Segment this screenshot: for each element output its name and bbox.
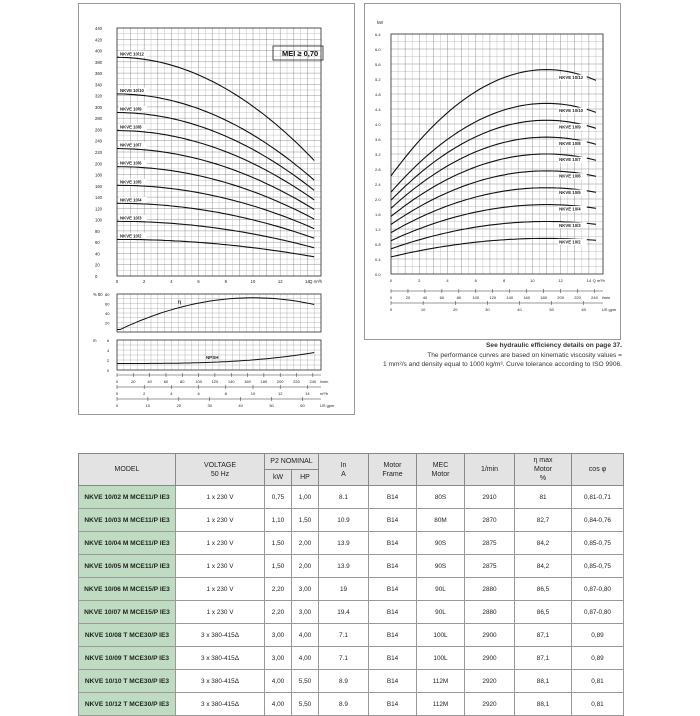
- y-tick-label: 160: [95, 183, 102, 189]
- table-row: [79, 624, 624, 647]
- cell-kw: 3,00: [265, 647, 292, 670]
- table-row: [79, 486, 624, 509]
- cell-in: 8.9: [319, 670, 369, 693]
- unit-axis-label: US gpm: [319, 403, 335, 408]
- cell-rpm: 2920: [465, 670, 515, 693]
- unit-axis-label: 14: [305, 391, 310, 396]
- cell-in: 7.1: [319, 624, 369, 647]
- cell-eta: 88,1: [515, 670, 572, 693]
- cell-mec: 90L: [417, 578, 465, 601]
- cell-hp: 5,50: [292, 670, 319, 693]
- cell-hp: 3,00: [292, 601, 319, 624]
- y-tick-label: 1.6: [375, 212, 381, 217]
- unit-axis-label: 10: [145, 403, 151, 408]
- curve-label: NKVE 10/2: [559, 239, 581, 245]
- cell-eta: 86,5: [515, 578, 572, 601]
- cell-eta: 82,7: [515, 509, 572, 532]
- cell-cos: 0,81: [572, 670, 624, 693]
- y-tick-label: 0: [95, 274, 98, 279]
- cell-cos: 0,87-0,80: [572, 578, 624, 601]
- curve-label: NKVE 10/9: [559, 124, 581, 130]
- unit-axis-label: 80: [456, 295, 462, 300]
- y-tick-label: 240: [95, 138, 102, 144]
- y-tick-label: 5.2: [375, 77, 381, 82]
- specification-table: [78, 453, 624, 716]
- curve-label: NKVE 10/9: [120, 106, 142, 112]
- col-model: MODEL: [79, 454, 176, 486]
- cell-kw: 4,00: [265, 670, 292, 693]
- col-cos-phi: cos φ: [572, 454, 624, 486]
- col-motor-frame: Motor Frame: [369, 454, 417, 486]
- cell-voltage: 1 x 230 V: [176, 601, 265, 624]
- y-tick-label: 5.6: [375, 62, 381, 67]
- cell-model: NKVE 10/12 T MCE30/P IE3: [79, 693, 176, 716]
- y-tick-label: 260: [95, 127, 102, 133]
- curve-label: NKVE 10/8: [559, 140, 581, 146]
- x-tick-label: Q m³/h: [309, 279, 322, 284]
- cell-model: NKVE 10/05 M MCE11/P IE3: [79, 555, 176, 578]
- curve-note-2: 1 mm²/s and density equal to 1000 kg/m³. Curve tolerance according to ISO 9906.: [383, 361, 622, 368]
- cell-model: NKVE 10/04 M MCE11/P IE3: [79, 532, 176, 555]
- cell-kw: 0,75: [265, 486, 292, 509]
- curve-label: NKVE 10/12: [120, 51, 144, 57]
- cell-voltage: 1 x 230 V: [176, 578, 265, 601]
- cell-kw: 1,10: [265, 509, 292, 532]
- col-mec-motor: MEC Motor: [417, 454, 465, 486]
- cell-in: 10.9: [319, 509, 369, 532]
- unit-axis-label: 10: [420, 307, 426, 312]
- x-tick-label: Q m³/h: [592, 278, 605, 283]
- curve-label: NKVE 10/7: [559, 157, 581, 163]
- x-tick-label: 2: [143, 279, 146, 284]
- curve-label: NKVE 10/3: [559, 222, 581, 228]
- unit-axis-label: 12: [277, 391, 283, 396]
- y-tick-label: 300: [95, 104, 102, 110]
- cell-in: 13.9: [319, 532, 369, 555]
- cell-eta: 84,2: [515, 555, 572, 578]
- cell-voltage: 1 x 230 V: [176, 555, 265, 578]
- x-tick-label: 4: [170, 279, 173, 284]
- y-tick-label: 3.6: [375, 137, 381, 142]
- cell-hp: 4,00: [292, 624, 319, 647]
- power-curve-chart: [365, 4, 622, 341]
- curve-label: NKVE 10/5: [120, 179, 142, 185]
- cell-cos: 0,85-0,75: [572, 555, 624, 578]
- cell-mec: 90L: [417, 601, 465, 624]
- table-row: [79, 509, 624, 532]
- y-tick-label: 140: [95, 195, 102, 201]
- cell-in: 19.4: [319, 601, 369, 624]
- y-tick-label: 420: [95, 37, 102, 43]
- unit-axis-label: 0: [389, 307, 393, 312]
- npsh-tick: 6: [107, 338, 110, 343]
- cell-kw: 1,50: [265, 555, 292, 578]
- cell-model: NKVE 10/06 M MCE15/P IE3: [79, 578, 176, 601]
- cell-mec: 112M: [417, 670, 465, 693]
- cell-cos: 0,89: [572, 647, 624, 670]
- unit-axis-label: 240: [591, 295, 598, 300]
- y-tick-label: 80: [95, 228, 100, 234]
- curve-label: NKVE 10/5: [559, 190, 581, 196]
- efficiency-tick: 20: [105, 320, 110, 326]
- y-tick-label: 4.4: [375, 107, 381, 112]
- x-tick-label: 0: [115, 279, 119, 284]
- x-tick-label: 14: [586, 278, 592, 283]
- cell-voltage: 1 x 230 V: [176, 486, 265, 509]
- npsh-tick: 2: [107, 358, 110, 363]
- cell-in: 13.9: [319, 555, 369, 578]
- x-tick-label: 10: [530, 278, 535, 283]
- x-tick-label: 10: [250, 279, 256, 284]
- y-tick-label: 6.0: [375, 47, 381, 52]
- unit-axis-label: 140: [506, 295, 514, 300]
- cell-frame: B14: [369, 601, 417, 624]
- unit-axis-label: m³/h: [319, 391, 328, 396]
- cell-model: NKVE 10/09 T MCE30/P IE3: [79, 647, 176, 670]
- unit-axis-label: 180: [260, 379, 268, 384]
- table-row: [79, 647, 624, 670]
- unit-axis-label: 0: [115, 391, 119, 396]
- unit-axis-label: 20: [131, 379, 136, 384]
- cell-rpm: 2880: [465, 578, 515, 601]
- cell-frame: B14: [369, 532, 417, 555]
- cell-rpm: 2910: [465, 486, 515, 509]
- cell-hp: 2,00: [292, 555, 319, 578]
- unit-axis-label: 60: [163, 379, 169, 384]
- y-tick-label: 2.8: [375, 167, 381, 172]
- unit-axis-label: 10: [250, 391, 256, 396]
- table-row: [79, 578, 624, 601]
- cell-model: NKVE 10/08 T MCE30/P IE3: [79, 624, 176, 647]
- cell-rpm: 2875: [465, 532, 515, 555]
- cell-frame: B14: [369, 555, 417, 578]
- npsh-tick: 0: [107, 368, 110, 373]
- table-row: [79, 693, 624, 716]
- head-curve-chart: [79, 4, 356, 416]
- y-tick-label: 2.0: [375, 197, 381, 202]
- y-tick-label: 0.0: [375, 272, 381, 277]
- cell-in: 19: [319, 578, 369, 601]
- x-tick-label: 8: [224, 279, 227, 284]
- col-voltage: VOLTAGE 50 Hz: [176, 454, 265, 486]
- cell-hp: 1,00: [292, 486, 319, 509]
- unit-axis-label: 40: [147, 379, 152, 384]
- unit-axis-label: 220: [574, 295, 581, 300]
- unit-axis-label: 60: [300, 403, 305, 408]
- cell-hp: 1,50: [292, 509, 319, 532]
- col-rpm: 1/min: [465, 454, 515, 486]
- cell-mec: 100L: [417, 647, 465, 670]
- unit-axis-label: 140: [227, 379, 235, 384]
- x-tick-label: 0: [389, 278, 393, 283]
- y-tick-label: 60: [95, 240, 100, 246]
- cell-mec: 80M: [417, 509, 465, 532]
- npsh-unit: m: [93, 338, 97, 343]
- cell-in: 7.1: [319, 647, 369, 670]
- cell-cos: 0,89: [572, 624, 624, 647]
- unit-axis-label: 160: [523, 295, 531, 300]
- cell-model: NKVE 10/03 M MCE11/P IE3: [79, 509, 176, 532]
- cell-voltage: 3 x 380-415Δ: [176, 670, 265, 693]
- unit-axis-label: 200: [276, 379, 284, 384]
- curve-label: NKVE 10/4: [120, 197, 142, 203]
- col-current: In A: [319, 454, 369, 486]
- cell-cos: 0,87-0,80: [572, 601, 624, 624]
- unit-axis-label: 80: [180, 379, 185, 384]
- y-unit: kW: [377, 20, 384, 25]
- cell-eta: 87,1: [515, 624, 572, 647]
- y-tick-label: 440: [95, 26, 102, 31]
- unit-axis-label: 120: [489, 295, 497, 300]
- x-tick-label: 12: [277, 279, 283, 284]
- y-tick-label: 3.2: [375, 152, 381, 157]
- curve-note-1: The performance curves are based on kinematic viscosity values =: [427, 352, 622, 359]
- y-tick-label: 4.8: [375, 92, 381, 97]
- efficiency-tick: 80: [105, 292, 110, 297]
- y-tick-label: 1.2: [375, 227, 381, 232]
- x-tick-label: 14: [305, 279, 310, 284]
- table-row: [79, 670, 624, 693]
- cell-kw: 4,00: [265, 693, 292, 716]
- cell-voltage: 3 x 380-415Δ: [176, 647, 265, 670]
- cell-kw: 3,00: [265, 624, 292, 647]
- y-tick-label: 100: [95, 217, 102, 223]
- unit-axis-label: 2: [143, 391, 146, 396]
- curve-label: NKVE 10/7: [120, 142, 142, 148]
- unit-axis-label: 0: [115, 403, 119, 408]
- power-curve-panel: [364, 3, 621, 340]
- x-tick-label: 6: [197, 279, 200, 284]
- cell-eta: 84,2: [515, 532, 572, 555]
- x-tick-label: 4: [446, 278, 449, 283]
- cell-hp: 4,00: [292, 647, 319, 670]
- efficiency-curve-label: η: [178, 299, 182, 306]
- unit-axis-label: 120: [211, 379, 219, 384]
- cell-eta: 87,1: [515, 647, 572, 670]
- cell-eta: 88,1: [515, 693, 572, 716]
- cell-voltage: 1 x 230 V: [176, 509, 265, 532]
- cell-mec: 112M: [417, 693, 465, 716]
- table-row: [79, 532, 624, 555]
- cell-cos: 0,85-0,75: [572, 532, 624, 555]
- curve-label: NKVE 10/10: [120, 87, 144, 93]
- cell-kw: 2,20: [265, 578, 292, 601]
- y-tick-label: 40: [95, 251, 100, 257]
- cell-frame: B14: [369, 624, 417, 647]
- unit-axis-label: l/min: [601, 295, 611, 300]
- cell-cos: 0,84-0,76: [572, 509, 624, 532]
- x-tick-label: 8: [502, 278, 506, 283]
- cell-model: NKVE 10/02 M MCE11/P IE3: [79, 486, 176, 509]
- cell-rpm: 2870: [465, 509, 515, 532]
- unit-axis-label: 20: [176, 403, 182, 408]
- unit-axis-label: 180: [540, 295, 547, 300]
- unit-axis-label: US gpm: [601, 307, 617, 312]
- curve-label: NKVE 10/6: [120, 160, 142, 166]
- cell-mec: 80S: [417, 486, 465, 509]
- unit-axis-label: 30: [485, 307, 490, 312]
- y-tick-label: 380: [95, 59, 102, 65]
- y-tick-label: 4.0: [375, 122, 381, 127]
- cell-frame: B14: [369, 509, 417, 532]
- y-tick-label: 2.4: [375, 182, 381, 187]
- mei-label: MEI ≥ 0,70: [282, 49, 319, 58]
- y-tick-label: 220: [95, 150, 102, 155]
- unit-axis-label: 6: [197, 391, 200, 396]
- x-tick-label: 6: [474, 278, 477, 283]
- cell-rpm: 2880: [465, 601, 515, 624]
- cell-frame: B14: [369, 578, 417, 601]
- col-kw: kW: [265, 470, 292, 486]
- efficiency-tick: 40: [105, 311, 110, 316]
- unit-axis-label: 200: [557, 295, 564, 300]
- hydraulic-note: [364, 342, 622, 350]
- cell-in: 8.1: [319, 486, 369, 509]
- y-tick-label: 6.4: [375, 32, 381, 37]
- y-tick-label: 340: [95, 82, 102, 88]
- curve-label: NKVE 10/8: [120, 124, 142, 130]
- cell-rpm: 2900: [465, 624, 515, 647]
- curve-label: NKVE 10/6: [559, 173, 581, 179]
- table-row: [79, 601, 624, 624]
- curve-label: NKVE 10/3: [120, 215, 142, 221]
- cell-frame: B14: [369, 670, 417, 693]
- unit-axis-label: 100: [472, 295, 480, 300]
- hydraulic-efficiency-note: See hydraulic efficiency details on page 37.: [486, 342, 622, 349]
- col-hp: HP: [292, 470, 319, 486]
- unit-axis-label: 40: [238, 403, 243, 408]
- y-tick-label: 120: [95, 206, 102, 212]
- unit-axis-label: 50: [549, 307, 554, 312]
- cell-kw: 2,20: [265, 601, 292, 624]
- col-eta-max: η max Motor %: [515, 454, 572, 486]
- unit-axis-label: 40: [422, 295, 428, 300]
- unit-axis-label: 20: [405, 295, 411, 300]
- cell-rpm: 2920: [465, 693, 515, 716]
- cell-voltage: 3 x 380-415Δ: [176, 693, 265, 716]
- cell-cos: 0,81-0,71: [572, 486, 624, 509]
- unit-axis-label: 40: [517, 307, 522, 312]
- unit-axis-label: l/min: [319, 379, 329, 384]
- unit-axis-label: 8: [224, 391, 227, 396]
- unit-axis-label: 60: [439, 295, 445, 300]
- cell-hp: 5,50: [292, 693, 319, 716]
- table-row: [79, 555, 624, 578]
- unit-axis-label: 0: [115, 379, 119, 384]
- y-tick-label: 400: [95, 48, 102, 54]
- unit-axis-label: 160: [244, 379, 251, 384]
- cell-voltage: 3 x 380-415Δ: [176, 624, 265, 647]
- cell-model: NKVE 10/07 M MCE15/P IE3: [79, 601, 176, 624]
- cell-in: 8.9: [319, 693, 369, 716]
- y-tick-label: 280: [95, 116, 102, 122]
- unit-axis-label: 20: [453, 307, 458, 312]
- efficiency-unit: % 80: [93, 292, 103, 297]
- x-tick-label: 12: [558, 278, 563, 283]
- cell-hp: 2,00: [292, 532, 319, 555]
- cell-kw: 1,50: [265, 532, 292, 555]
- y-tick-label: 180: [95, 172, 102, 178]
- y-tick-label: 200: [95, 161, 102, 167]
- unit-axis-label: 240: [309, 379, 317, 384]
- unit-axis-label: 220: [293, 379, 300, 384]
- y-tick-label: 320: [95, 93, 102, 99]
- curve-label: NKVE 10/12: [559, 75, 584, 81]
- cell-cos: 0,81: [572, 693, 624, 716]
- cell-rpm: 2900: [465, 647, 515, 670]
- unit-axis-label: 100: [195, 379, 202, 384]
- cell-mec: 100L: [417, 624, 465, 647]
- cell-hp: 3,00: [292, 578, 319, 601]
- y-tick-label: 20: [95, 262, 100, 268]
- cell-eta: 86,5: [515, 601, 572, 624]
- cell-voltage: 1 x 230 V: [176, 532, 265, 555]
- y-tick-label: 0.4: [375, 257, 381, 262]
- cell-frame: B14: [369, 486, 417, 509]
- cell-rpm: 2875: [465, 555, 515, 578]
- unit-axis-label: 50: [269, 403, 274, 408]
- cell-frame: B14: [369, 693, 417, 716]
- head-curve-panel: [78, 3, 355, 415]
- npsh-curve-label: NPSH: [205, 355, 219, 360]
- cell-model: NKVE 10/10 T MCE30/P IE3: [79, 670, 176, 693]
- efficiency-curve: [117, 298, 314, 330]
- cell-frame: B14: [369, 647, 417, 670]
- x-tick-label: 2: [418, 278, 421, 283]
- y-tick-label: 360: [95, 71, 102, 77]
- efficiency-tick: 60: [105, 301, 110, 307]
- curve-label: NKVE 10/2: [120, 233, 142, 239]
- curve-label: NKVE 10/10: [559, 107, 584, 113]
- unit-axis-label: 4: [170, 391, 173, 396]
- curve-label: NKVE 10/4: [559, 206, 581, 212]
- cell-eta: 81: [515, 486, 572, 509]
- unit-axis-label: 0: [389, 295, 393, 300]
- unit-axis-label: 60: [581, 307, 586, 312]
- cell-mec: 90S: [417, 555, 465, 578]
- cell-mec: 90S: [417, 532, 465, 555]
- col-p2-nominal: P2 NOMINAL: [265, 454, 319, 470]
- npsh-tick: 4: [107, 348, 110, 353]
- y-tick-label: 0.8: [375, 242, 381, 247]
- unit-axis-label: 30: [207, 403, 212, 408]
